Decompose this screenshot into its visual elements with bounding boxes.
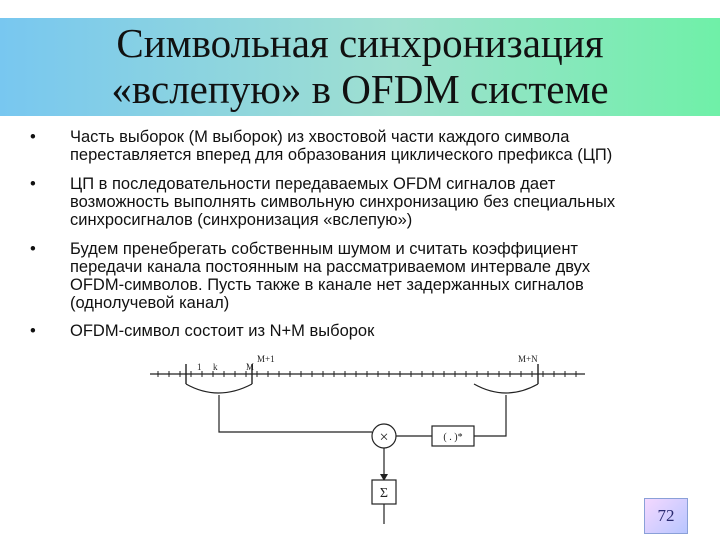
label-1: 1 — [197, 362, 202, 372]
bullet-line: Будем пренебрегать собственным шумом и считать коэффициент — [70, 240, 578, 258]
bullet-line: передачи канала постоянным на рассматриваемом интервале двух — [70, 258, 591, 276]
label-M: M — [246, 362, 255, 372]
bullet-line: (однолучевой канал) — [70, 294, 230, 312]
bullet-dot: • — [30, 175, 36, 193]
left-window-bracket — [186, 384, 252, 393]
bullet-line: ЦП в последовательности передаваемых OFDM сигналов дает — [70, 175, 556, 193]
title-line-1: Символьная синхронизация — [116, 20, 604, 66]
right-window-bracket — [474, 384, 538, 393]
bullet-line: синхросигналов (синхронизация «вслепую») — [70, 211, 413, 229]
conjugate-label: ( . )* — [443, 432, 463, 443]
multiplier-symbol: × — [379, 429, 389, 446]
left-connector — [219, 395, 372, 432]
label-k: k — [213, 362, 218, 372]
bullet-dot: • — [30, 128, 36, 146]
bullet-line: OFDM-символов. Пусть также в канале нет задержанных сигналов — [70, 276, 584, 294]
label-M-plus-1: M+1 — [257, 354, 275, 364]
sum-label: Σ — [379, 486, 389, 501]
bullet-line: Часть выборок (M выборок) из хвостовой части каждого символа — [70, 128, 570, 146]
page-number: 72 — [657, 506, 675, 525]
bullet-dot: • — [30, 322, 36, 340]
bullet-line: возможность выполнять символьную синхронизацию без специальных — [70, 193, 616, 211]
label-M-plus-N: M+N — [518, 354, 538, 364]
bullet-line: OFDM-символ состоит из N+M выборок — [70, 322, 375, 340]
bullet-line: переставляется вперед для образования циклического префикса (ЦП) — [70, 146, 613, 164]
title-line-2: «вслепую» в OFDM системе — [111, 66, 609, 112]
right-connector — [474, 395, 506, 436]
page-number-box — [644, 498, 688, 534]
bullet-dot: • — [30, 240, 36, 258]
